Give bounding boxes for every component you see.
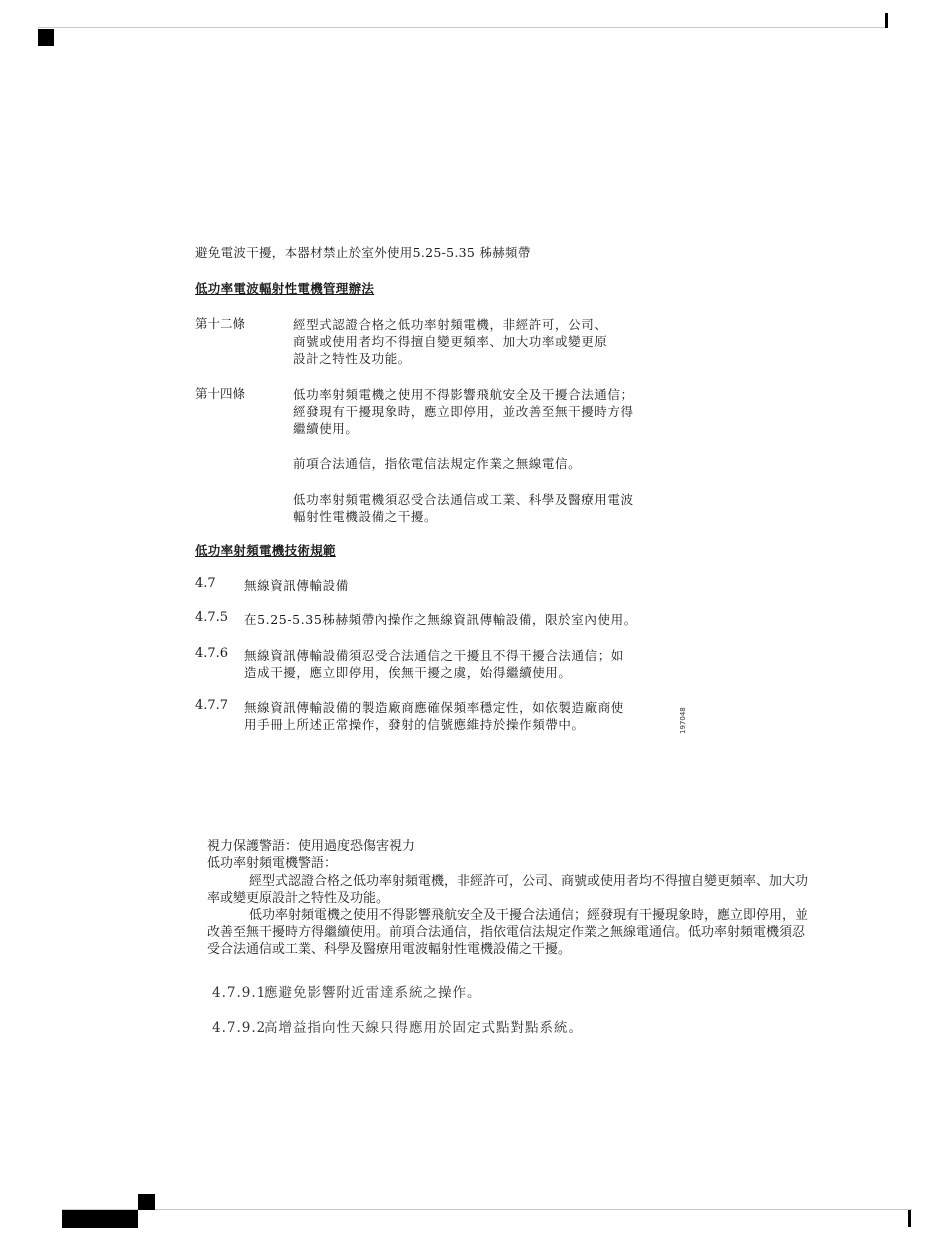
article-12-label: 第十二條 [195,316,246,331]
sub-item-text: 應避免影響附近雷達系統之操作。 [264,985,482,1001]
lowpower-warning-line: 經型式認證合格之低功率射頻電機，非經許可，公司、商號或使用者均不得擅自變更頻率、加大功 [249,874,809,889]
header-corner-mark [38,29,54,46]
spec-item-number: 4.7.6 [195,646,229,661]
spec-item-text: 造成干擾，應立即停用，俟無干擾之虞，始得繼續使用。 [244,665,572,680]
footer-rule [62,1209,912,1210]
lowpower-warning-title: 低功率射頻電機警語： [207,856,338,871]
spec-title: 低功率射頻電機技術規範 [195,543,336,558]
article-14-line: 經發現有干擾現象時，應立即停用，並改善至無干擾時方得 [293,404,634,419]
figure-id: 197048 [679,707,687,734]
header-right-tick [885,13,888,28]
sub-item-text: 高增益指向性天線只得應用於固定式點對點系統。 [264,1020,583,1036]
footer-tab-step [138,1194,155,1210]
footer-right-tick [908,1210,911,1227]
article-12-line: 設計之特性及功能。 [293,351,411,366]
spec-item-number: 4.7.5 [195,610,229,625]
article-14-paragraph-3-line: 低功率射頻電機須忍受合法通信或工業、科學及醫療用電波 [293,492,634,507]
sub-item-number: 4.7.9.2 [212,1020,267,1036]
spec-item-text: 無線資訊傳輸設備的製造廠商應確保頻率穩定性，如依製造廠商使 [244,700,624,715]
spec-item-number: 4.7 [195,576,216,591]
article-12-line: 經型式認證合格之低功率射頻電機，非經許可，公司、 [293,317,608,332]
regulation-title: 低功率電波輻射性電機管理辦法 [195,281,375,296]
sub-item-number: 4.7.9.1 [212,985,267,1001]
footer-tab-block [62,1210,138,1228]
notice-line: 避免電波干擾，本器材禁止於室外使用5.25-5.35 秭赫頻帶 [195,245,531,260]
lowpower-warning-line: 率或變更原設計之特性及功能。 [207,891,390,906]
lowpower-warning-line: 低功率射頻電機之使用不得影響飛航安全及干擾合法通信；經發現有干擾現象時，應立即停用，並 [249,908,809,923]
lowpower-warning-line: 受合法通信或工業、科學及醫療用電波輻射性電機設備之干擾。 [207,942,572,957]
article-14-paragraph-2: 前項合法通信，指依電信法規定作業之無線電信。 [293,456,582,471]
vision-warning: 視力保護警語：使用過度恐傷害視力 [207,839,416,854]
spec-item-text: 無線資訊傳輸設備 [244,578,349,593]
header-rule [38,27,888,28]
spec-item-text: 無線資訊傳輸設備須忍受合法通信之干擾且不得干擾合法通信；如 [244,648,624,663]
article-14-paragraph-3-line: 輻射性電機設備之干擾。 [293,509,438,524]
article-14-line: 繼續使用。 [293,421,359,436]
article-12-line: 商號或使用者均不得擅自變更頻率、加大功率或變更原 [293,334,608,349]
lowpower-warning-line: 改善至無干擾時方得繼續使用。前項合法通信，指依電信法規定作業之無線電通信。低功率射頻電機須忍 [207,925,806,940]
spec-item-text: 在5.25-5.35秭赫頻帶內操作之無線資訊傳輸設備，限於室內使用。 [244,612,637,627]
article-14-line: 低功率射頻電機之使用不得影響飛航安全及干擾合法通信； [293,387,634,402]
spec-item-number: 4.7.7 [195,698,229,713]
article-14-label: 第十四條 [195,386,246,401]
spec-item-text: 用手冊上所述正常操作，發射的信號應維持於操作頻帶中。 [244,717,585,732]
